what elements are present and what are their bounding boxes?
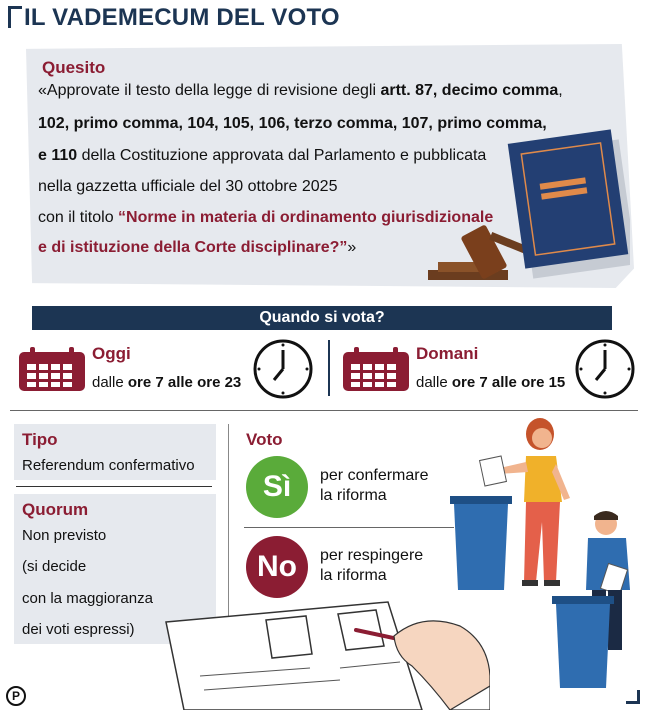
quesito-articles: e 110 xyxy=(38,147,78,164)
when-heading-bar: Quando si vota? xyxy=(32,306,612,330)
yes-circle: Sì xyxy=(246,456,308,518)
ballot-box-icon xyxy=(450,496,512,590)
quorum-title: Quorum xyxy=(22,500,89,519)
no-line-1: per respingere xyxy=(320,547,424,564)
voto-title: Voto xyxy=(246,430,283,449)
yes-line-1: per confermare xyxy=(320,467,429,484)
today-hours-prefix: dalle xyxy=(92,374,128,391)
today-hours-range: ore 7 alle ore 23 xyxy=(127,374,242,391)
quorum-line: (si decide xyxy=(22,558,87,575)
no-description xyxy=(320,546,423,586)
clock-icon xyxy=(574,338,636,400)
quesito-articles: 102, primo comma, 104, 105, 106, terzo comma, 107, primo comma, xyxy=(38,115,547,132)
calendar-icon xyxy=(342,346,410,392)
corner-mark-bottom-right xyxy=(626,690,640,704)
today-hours xyxy=(92,374,241,391)
quorum-line: dei voti espressi) xyxy=(22,621,135,638)
book-icon xyxy=(420,128,630,293)
quesito-law-title: “Norme in materia di ordinamento giurisdizionale xyxy=(118,209,494,226)
clock-icon xyxy=(252,338,314,400)
quesito-label: Quesito xyxy=(42,58,106,77)
calendar-icon xyxy=(18,346,86,392)
quorum-line: con la maggioranza xyxy=(22,590,153,607)
when-divider xyxy=(328,340,330,396)
publisher-logo: P xyxy=(6,686,26,706)
tipo-title: Tipo xyxy=(22,430,58,449)
tomorrow-hours-range: ore 7 alle ore 15 xyxy=(451,374,566,391)
column-divider xyxy=(228,424,229,620)
quesito-line-1 xyxy=(38,82,563,100)
quesito-line-6 xyxy=(38,239,356,257)
quesito-text: «Approvate il testo della legge di revisione degli xyxy=(38,82,381,99)
page-title: IL VADEMECUM DEL VOTO xyxy=(24,4,340,31)
corner-mark-top-left xyxy=(8,6,22,28)
no-circle: No xyxy=(246,536,308,598)
quesito-text: , xyxy=(558,82,563,99)
quesito-law-title: e di istituzione della Corte disciplinare?” xyxy=(38,239,348,256)
yes-line-2: la riforma xyxy=(320,487,387,504)
today-label: Oggi xyxy=(92,344,131,363)
quesito-text: con il titolo xyxy=(38,209,119,226)
ballot-box-icon xyxy=(552,596,614,688)
tomorrow-hours-prefix: dalle xyxy=(416,374,452,391)
box-separator xyxy=(16,486,212,487)
quesito-line-4: nella gazzetta ufficiale del 30 ottobre 2025 xyxy=(38,178,338,195)
quesito-text: » xyxy=(347,239,357,256)
tomorrow-hours xyxy=(416,374,565,391)
yes-description xyxy=(320,466,429,506)
tomorrow-label: Domani xyxy=(416,344,479,363)
section-divider xyxy=(10,410,638,411)
quesito-text: della Costituzione approvata dal Parlamento e pubblicata xyxy=(77,147,487,164)
ballot-paper-illustration xyxy=(160,596,490,710)
quesito-articles: artt. 87, decimo comma xyxy=(380,82,559,99)
tipo-text: Referendum confermativo xyxy=(22,457,195,474)
quorum-line: Non previsto xyxy=(22,527,107,544)
no-line-2: la riforma xyxy=(320,567,387,584)
vote-separator xyxy=(244,527,454,528)
